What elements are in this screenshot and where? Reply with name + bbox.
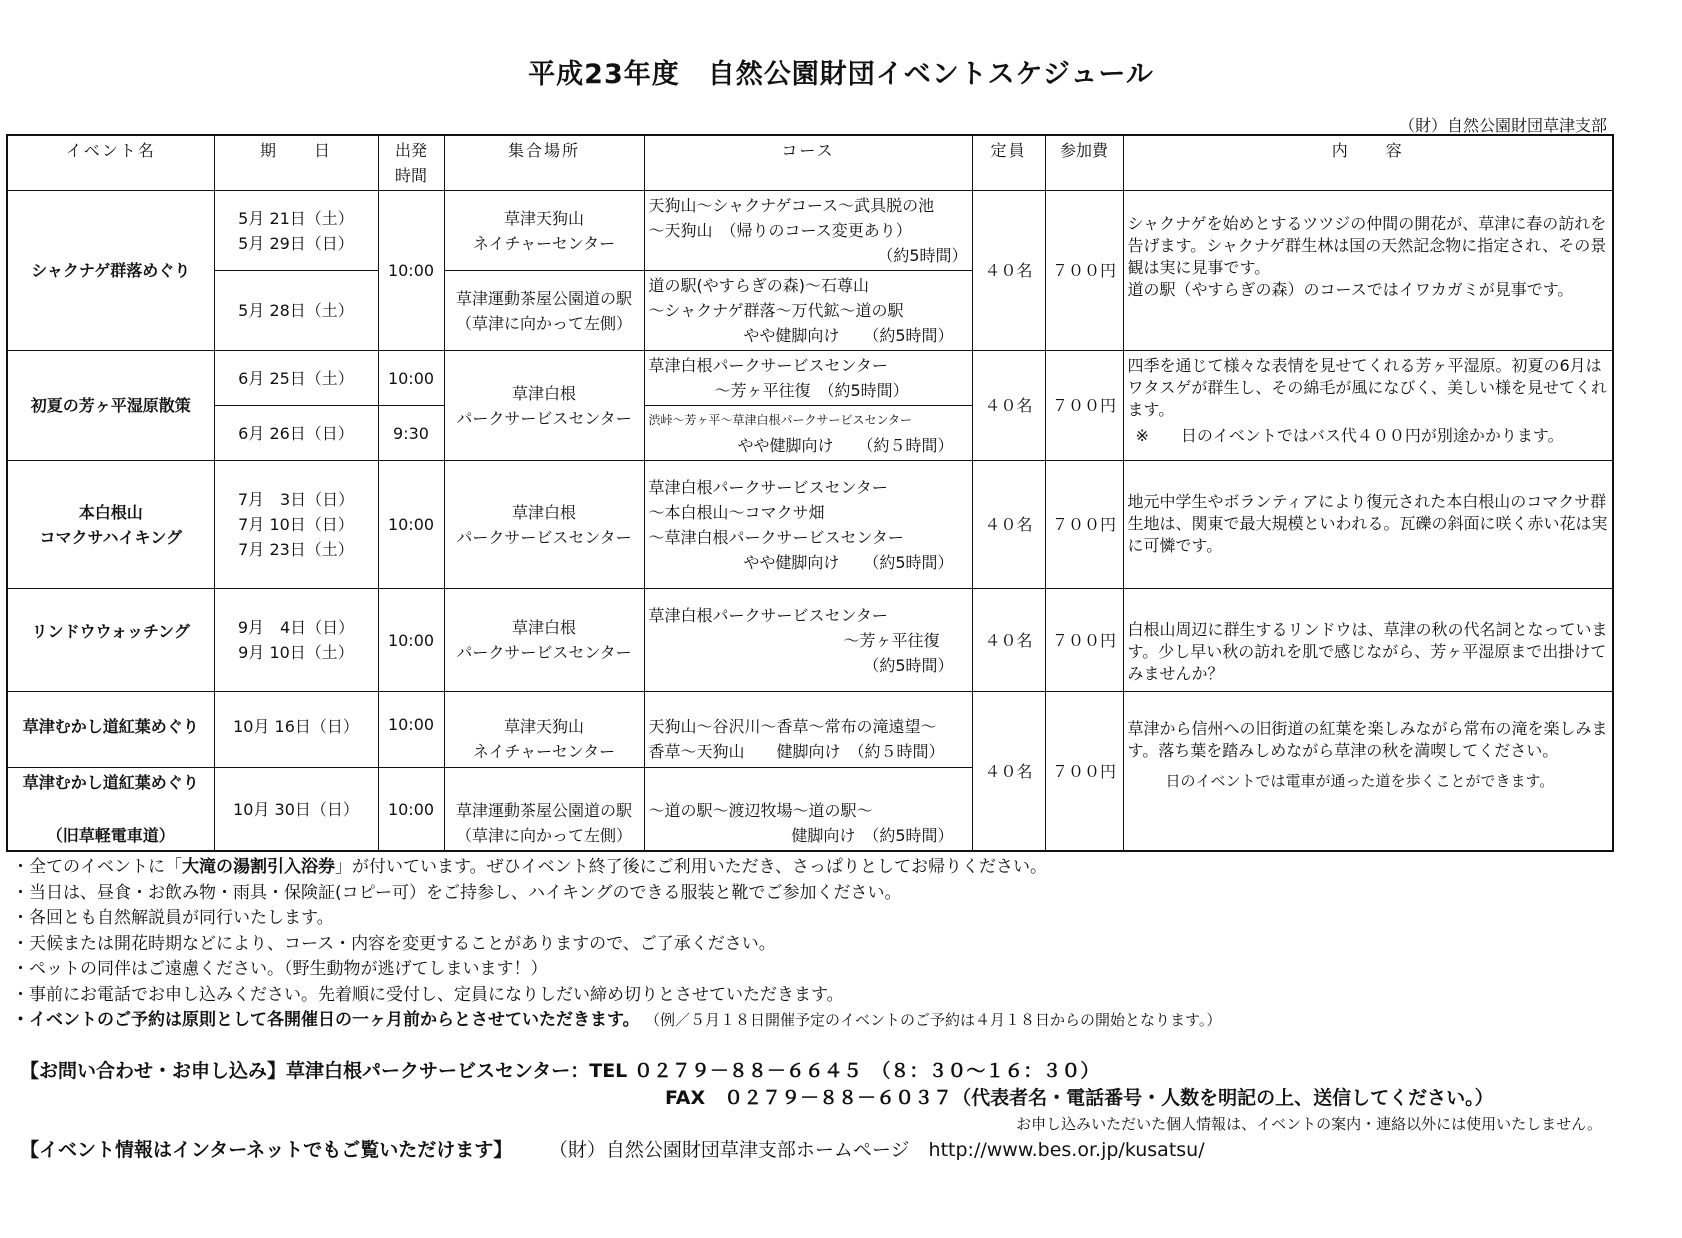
event-date: 5月 21日（土） 5月 29日（日） (214, 191, 378, 271)
event-date: 10月 30日（日） (214, 768, 378, 852)
event-time: 10:00 (378, 191, 444, 351)
meeting-place: 草津運動茶屋公園道の駅 （草津に向かって左側） (444, 768, 644, 852)
meeting-place: 草津白根 パークサービスセンター (444, 351, 644, 461)
header-fee: 参加費 (1045, 135, 1123, 191)
capacity: ４０名 (972, 692, 1045, 852)
header-date: 期 日 (214, 135, 378, 191)
event-name: シャクナゲ群落めぐり (7, 191, 214, 351)
info-label: 【イベント情報はインターネットでもご覧いただけます】 (20, 1139, 513, 1161)
event-date: 6月 26日（日） (214, 406, 378, 461)
event-name: 草津むかし道紅葉めぐり （旧草軽電車道） (7, 768, 214, 852)
event-time: 10:00 (378, 461, 444, 589)
event-time: 9:30 (378, 406, 444, 461)
course: 道の駅(やすらぎの森)～石尊山 ～シャクナゲ群落～万代鉱～道の駅 やや健脚向け （約5時間） (644, 271, 972, 351)
page-title: 平成23年度 自然公園財団イベントスケジュール (528, 59, 1154, 90)
table-row (7, 191, 1613, 271)
header-capacity: 定員 (972, 135, 1045, 191)
fee: ７００円 (1045, 589, 1123, 692)
event-content: 草津から信州への旧街道の紅葉を楽しみながら常布の滝を楽しみます。落ち葉を踏みしめながら草津の秋を満喫してください。 日のイベントでは電車が通った道を歩くことができます。 (1123, 692, 1613, 852)
event-time: 10:00 (378, 692, 444, 768)
table-row (7, 692, 1613, 768)
event-date: 7月 3日（日） 7月 10日（日） 7月 23日（土） (214, 461, 378, 589)
meeting-place: 草津天狗山 ネイチャーセンター (444, 191, 644, 271)
event-date: 9月 4日（日） 9月 10日（土） (214, 589, 378, 692)
event-name: 初夏の芳ヶ平湿原散策 (7, 351, 214, 461)
header-row (7, 135, 1613, 191)
fee: ７００円 (1045, 692, 1123, 852)
privacy-note: お申し込みいただいた個人情報は、イベントの案内・連絡以外には使用いたしません。 (1016, 1115, 1602, 1133)
fee: ７００円 (1045, 351, 1123, 461)
note-item: ・事前にお電話でお申し込みください。先着順に受付し、定員になりしだい締め切りとさせていただきます。 (12, 984, 844, 1005)
course: 天狗山～シャクナゲコース～武具脱の池 ～天狗山 （帰りのコース変更あり） （約5時間） (644, 191, 972, 271)
event-date: 6月 25日（土） (214, 351, 378, 406)
course: 天狗山～谷沢川～香草～常布の滝遠望～ 香草～天狗山 健脚向け （約５時間） (644, 692, 972, 768)
schedule-table (6, 134, 1614, 852)
notes-list (12, 855, 1221, 1034)
fax-line: FAX ０２７９－８８－６０３７（代表者名・電話番号・人数を明記の上、送信してください。） (665, 1087, 1494, 1109)
course: 草津白根パークサービスセンター ～芳ヶ平往復 （約5時間） (644, 589, 972, 692)
contact-line: 【お問い合わせ・お申し込み】草津白根パークサービスセンター：TEL ０２７９－８８－６６４５ （８：３０～１６：３０） (20, 1060, 1100, 1082)
event-content: 地元中学生やボランティアにより復元された本白根山のコマクサ群生地は、関東で最大規模といわれる。瓦礫の斜面に咲く赤い花は実に可憐です。 (1123, 461, 1613, 589)
note-item: ・イベントのご予約は原則として各開催日の一ヶ月前からとさせていただきます。 （例／５月１８日開催予定のイベントのご予約は４月１８日からの開始となります。） (12, 1010, 1222, 1030)
course: 草津白根パークサービスセンター ～本白根山～コマクサ畑 ～草津白根パークサービスセンター やや健脚向け （約5時間） (644, 461, 972, 589)
meeting-place: 草津運動茶屋公園道の駅 （草津に向かって左側） (444, 271, 644, 351)
course: 草津白根パークサービスセンター ～芳ヶ平往復 （約5時間） (644, 351, 972, 406)
event-time: 10:00 (378, 768, 444, 852)
course: 渋峠～芳ヶ平～草津白根パークサービスセンター やや健脚向け （約５時間） (644, 406, 972, 461)
organization-label: （財）自然公園財団草津支部 (1398, 116, 1607, 135)
meeting-place: 草津白根 パークサービスセンター (444, 589, 644, 692)
info-line (20, 1135, 1205, 1162)
event-date: 10月 16日（日） (214, 692, 378, 768)
event-time: 10:00 (378, 589, 444, 692)
header-course: コース (644, 135, 972, 191)
capacity: ４０名 (972, 461, 1045, 589)
event-content: シャクナゲを始めとするツツジの仲間の開花が、草津に春の訪れを告げます。シャクナゲ群生林は国の天然記念物に指定され、その景観は実に見事です。 道の駅（やすらぎの森）のコースではイワカガミが見事です。 (1123, 191, 1613, 351)
event-name: 本白根山 コマクサハイキング (7, 461, 214, 589)
note-item: ・天候または開花時期などにより、コース・内容を変更することがありますので、ご了承ください。 (12, 933, 776, 954)
header-meeting: 集合場所 (444, 135, 644, 191)
header-event: イベント名 (7, 135, 214, 191)
note-item: ・当日は、昼食・お飲み物・雨具・保険証(コピー可）をご持参し、ハイキングのできる服装と靴でご参加ください。 (12, 882, 902, 903)
note-item: ・ペットの同伴はご遠慮ください。（野生動物が逃げてしまいます！） (12, 959, 548, 979)
note-item: ・全てのイベントに「大滝の湯割引入浴券」が付いています。ぜひイベント終了後にご利用いただき、さっぱりとしてお帰りください。 (12, 857, 1047, 877)
event-content: 四季を通じて様々な表情を見せてくれる芳ヶ平湿原。初夏の6月はワタスゲが群生し、その綿毛が風になびく、美しい様を見せてくれます。 ※ 日のイベントではバス代４００円が別途かかります。 (1123, 351, 1613, 461)
event-content: 白根山周辺に群生するリンドウは、草津の秋の代名詞となっています。少し早い秋の訪れを肌で感じながら、芳ヶ平湿原まで出掛けてみませんか？ (1123, 589, 1613, 692)
website-link[interactable]: （財）自然公園財団草津支部ホームページ http://www.bes.or.jp/kusatsu/ (548, 1139, 1205, 1161)
fee: ７００円 (1045, 191, 1123, 351)
event-date: 5月 28日（土） (214, 271, 378, 351)
event-time: 10:00 (378, 351, 444, 406)
fee: ７００円 (1045, 461, 1123, 589)
course: ～道の駅～渡辺牧場～道の駅～ 健脚向け （約5時間） (644, 768, 972, 852)
table-row (7, 461, 1613, 589)
capacity: ４０名 (972, 191, 1045, 351)
meeting-place: 草津白根 パークサービスセンター (444, 461, 644, 589)
table-row (7, 589, 1613, 692)
event-name: リンドウウォッチング (7, 589, 214, 692)
table-row (7, 351, 1613, 406)
event-name: 草津むかし道紅葉めぐり (7, 692, 214, 768)
header-content: 内 容 (1123, 135, 1613, 191)
header-depart: 出発時間 (378, 135, 444, 191)
meeting-place: 草津天狗山 ネイチャーセンター (444, 692, 644, 768)
note-item: ・各回とも自然解説員が同行いたします。 (12, 908, 334, 928)
capacity: ４０名 (972, 589, 1045, 692)
capacity: ４０名 (972, 351, 1045, 461)
